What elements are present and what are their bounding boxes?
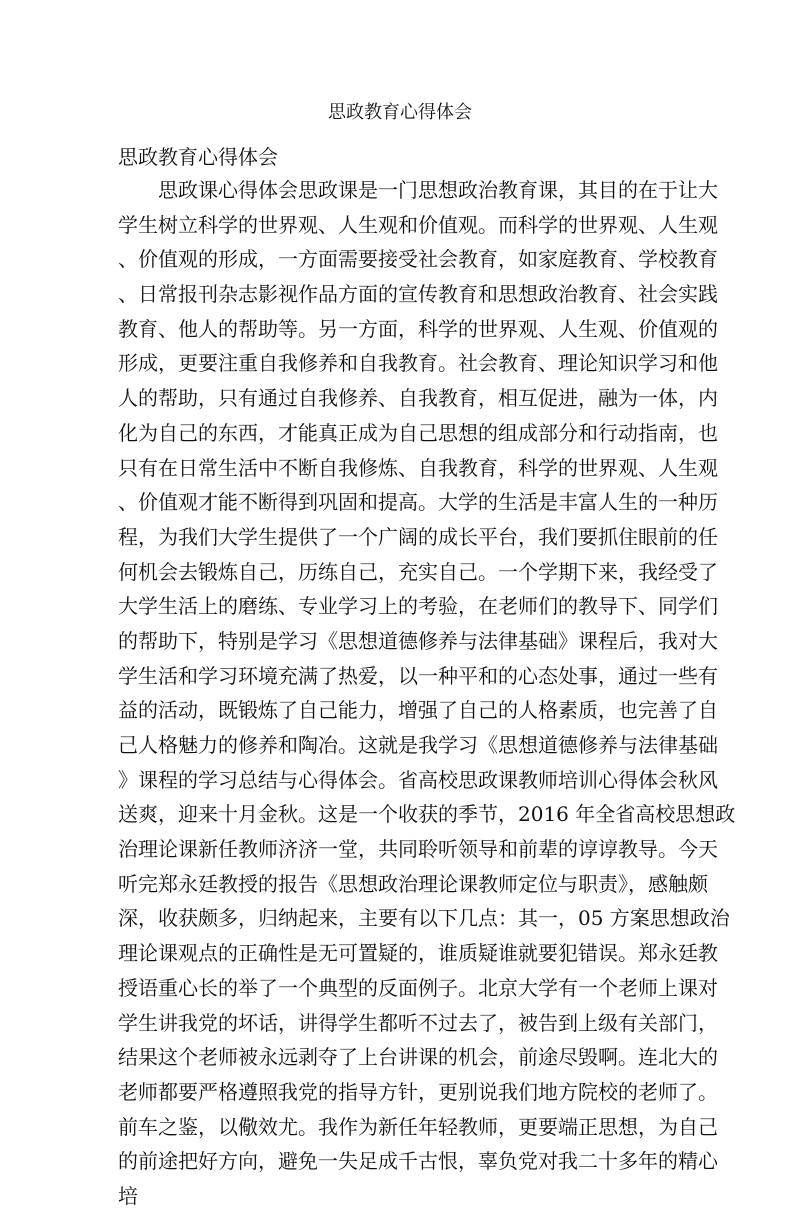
body-text-line: 培 [118, 1183, 138, 1208]
document-title: 思政教育心得体会 [328, 102, 472, 123]
body-text-line: 益的活动，既锻炼了自己能力，增强了自己的人格素质，也完善了自 [118, 698, 718, 723]
body-text-line: 何机会去锻炼自己，历练自己，充实自己。一个学期下来，我经受了 [118, 559, 718, 584]
body-text-line: 深，收获颇多，归纳起来，主要有以下几点：其一，05 方案思想政治 [118, 906, 730, 931]
body-text [118, 173, 736, 1214]
body-text-line: 程，为我们大学生提供了一个广阔的成长平台，我们要抓住眼前的任 [118, 524, 718, 549]
body-text-line: 只有在日常生活中不断自我修炼、自我教育，科学的世界观、人生观 [118, 455, 718, 480]
body-text-line: 学生树立科学的世界观、人生观和价值观。而科学的世界观、人生观 [118, 212, 718, 237]
body-text-line: 学生活和学习环境充满了热爱，以一种平和的心态处事，通过一些有 [118, 663, 718, 688]
body-text-line: 前车之鉴，以儆效尤。我作为新任年轻教师，更要端正思想，为自己 [118, 1114, 718, 1139]
body-text-line: 结果这个老师被永远剥夺了上台讲课的机会，前途尽毁啊。连北大的 [118, 1045, 718, 1070]
body-text-line: 、价值观的形成，一方面需要接受社会教育，如家庭教育、学校教育 [118, 247, 718, 272]
body-text-line: 老师都要严格遵照我党的指导方针，更别说我们地方院校的老师了。 [118, 1079, 718, 1104]
body-text-line: 思政课心得体会思政课是一门思想政治教育课，其目的在于让大 [158, 178, 718, 202]
body-text-line: 送爽，迎来十月金秋。这是一个收获的季节，2016 年全省高校思想政 [118, 802, 736, 827]
body-text-line: 理论课观点的正确性是无可置疑的，谁质疑谁就要犯错误。郑永廷教 [118, 941, 718, 966]
section-heading: 思政教育心得体会 [118, 145, 278, 169]
body-text-line: 化为自己的东西，才能真正成为自己思想的组成部分和行动指南，也 [118, 420, 718, 445]
body-text-line: 、价值观才能不断得到巩固和提高。大学的生活是丰富人生的一种历 [118, 490, 718, 515]
body-text-line: 大学生活上的磨练、专业学习上的考验，在老师们的教导下、同学们 [118, 594, 718, 619]
body-text-line: 学生讲我党的坏话，讲得学生都听不过去了，被告到上级有关部门， [118, 1010, 718, 1035]
body-text-line: 教育、他人的帮助等。另一方面，科学的世界观、人生观、价值观的 [118, 316, 718, 341]
body-text-line: 治理论课新任教师济济一堂，共同聆听领导和前辈的谆谆教导。今天 [118, 837, 718, 862]
body-text-line: 的前途把好方向，避免一失足成千古恨，辜负党对我二十多年的精心 [118, 1149, 718, 1174]
body-text-line: 授语重心长的举了一个典型的反面例子。北京大学有一个老师上课对 [118, 975, 718, 1000]
body-text-line: 》课程的学习总结与心得体会。省高校思政课教师培训心得体会秋风 [118, 767, 718, 792]
body-text-line: 、日常报刊杂志影视作品方面的宣传教育和思想政治教育、社会实践 [118, 282, 718, 307]
body-text-line: 听完郑永廷教授的报告《思想政治理论课教师定位与职责》，感触颇 [118, 871, 708, 896]
body-text-line: 形成，更要注重自我修养和自我教育。社会教育、理论知识学习和他 [118, 351, 718, 376]
body-text-line: 的帮助下，特别是学习《思想道德修养与法律基础》课程后，我对大 [118, 628, 718, 653]
body-text-line: 己人格魅力的修养和陶冶。这就是我学习《思想道德修养与法律基础 [118, 733, 718, 757]
body-text-line: 人的帮助，只有通过自我修养、自我教育，相互促进，融为一体，内 [118, 386, 718, 411]
